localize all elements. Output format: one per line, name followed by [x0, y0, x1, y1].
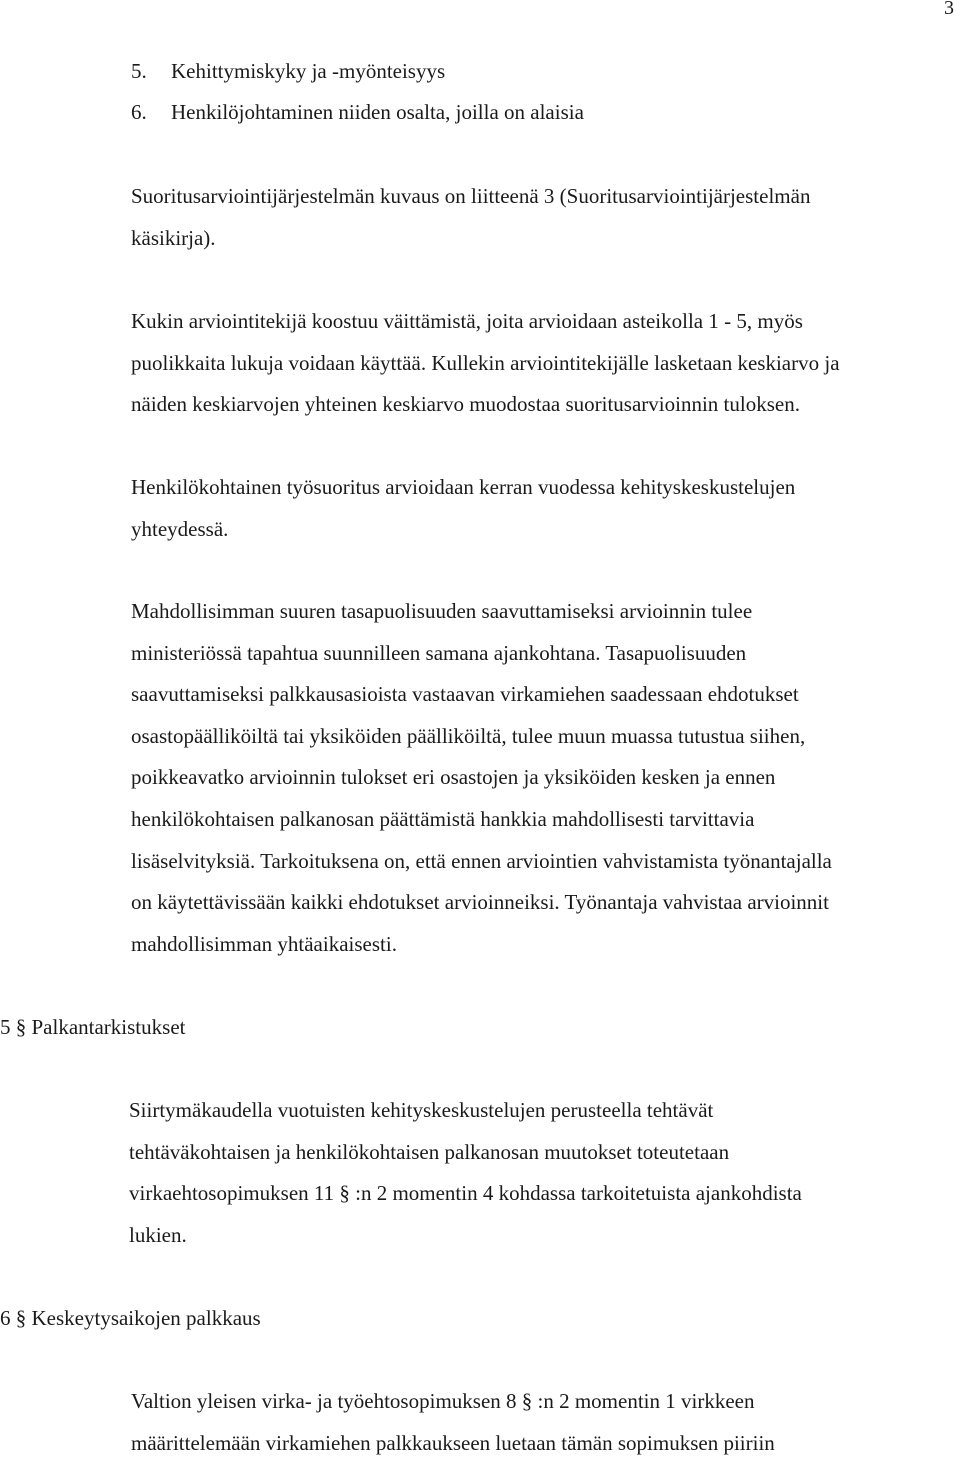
section-heading-5: 5 § Palkantarkistukset — [0, 1015, 186, 1039]
text-line: puolikkaita lukuja voidaan käyttää. Kullekin arviointitekijälle lasketaan keskiarvo ja — [131, 350, 840, 375]
text-line: ministeriössä tapahtua suunnilleen samana ajankohtana. Tasapuolisuuden — [131, 640, 747, 665]
text-line: käsikirja). — [131, 225, 216, 250]
paragraph-transition — [129, 1090, 955, 1256]
list-item — [131, 92, 584, 134]
paragraph-fairness — [131, 591, 957, 965]
text-line: virkaehtosopimuksen 11 § :n 2 momentin 4 kohdassa tarkoitetuista ajankohdista — [129, 1181, 802, 1206]
list-item-text: Kehittymiskyky ja -myönteisyys — [171, 59, 446, 83]
text-line: näiden keskiarvojen yhteinen keskiarvo muodostaa suoritusarvioinnin tuloksen. — [131, 392, 800, 417]
list-item — [131, 51, 445, 93]
list-item-text: Henkilöjohtaminen niiden osalta, joilla on alaisia — [171, 100, 584, 124]
text-line: saavuttamiseksi palkkausasioista vastaavan virkamiehen saadessaan ehdotukset — [131, 682, 799, 707]
text-line: on käytettävissään kaikki ehdotukset arvioinneiksi. Työnantaja vahvistaa arvioinnit — [131, 890, 829, 915]
text-line: tehtäväkohtaisen ja henkilökohtaisen palkanosan muutokset toteutetaan — [129, 1139, 730, 1164]
text-line: Siirtymäkaudella vuotuisten kehityskeskustelujen perusteella tehtävät — [129, 1098, 714, 1122]
text-line: lukien. — [129, 1222, 187, 1247]
text-line: yhteydessä. — [131, 516, 229, 541]
text-line: Suoritusarviointijärjestelmän kuvaus on liitteenä 3 (Suoritusarviointijärjestelmän — [131, 184, 811, 208]
text-line: poikkeavatko arvioinnin tulokset eri osastojen ja yksiköiden kesken ja ennen — [131, 765, 776, 790]
page-number: 3 — [944, 0, 954, 19]
paragraph-description — [131, 176, 957, 259]
paragraph-interruption-pay — [131, 1381, 957, 1464]
text-line: henkilökohtaisen palkanosan päättämistä hankkia mahdollisesti tarvittavia — [131, 806, 755, 831]
text-line: Henkilökohtainen työsuoritus arvioidaan kerran vuodessa kehityskeskustelujen — [131, 475, 796, 499]
paragraph-criteria — [131, 301, 957, 426]
list-item-number: 5. — [131, 59, 147, 83]
section-heading-6: 6 § Keskeytysaikojen palkkaus — [0, 1306, 261, 1330]
text-line: lisäselvityksiä. Tarkoituksena on, että ennen arviointien vahvistamista työnantajalla — [131, 848, 832, 873]
text-line: Mahdollisimman suuren tasapuolisuuden saavuttamiseksi arvioinnin tulee — [131, 599, 753, 623]
text-line: osastopäälliköiltä tai yksiköiden päälliköiltä, tulee muun muassa tutustua siihen, — [131, 723, 806, 748]
text-line: mahdollisimman yhtäaikaisesti. — [131, 931, 397, 956]
text-line: määrittelemään virkamiehen palkkaukseen luetaan tämän sopimuksen piiriin — [131, 1430, 775, 1455]
list-item-number: 6. — [131, 100, 147, 124]
text-line: Valtion yleisen virka- ja työehtosopimuksen 8 § :n 2 momentin 1 virkkeen — [131, 1389, 755, 1413]
text-line: Kukin arviointitekijä koostuu väittämistä, joita arvioidaan asteikolla 1 - 5, myös — [131, 309, 803, 333]
paragraph-annual-review — [131, 467, 957, 550]
